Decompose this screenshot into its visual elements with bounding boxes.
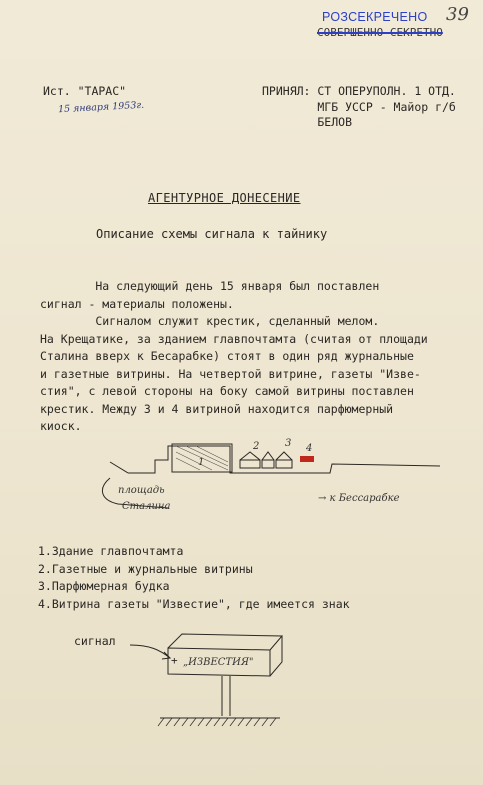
square-label-1: площадь [118, 485, 165, 496]
declassified-stamp: РОЗСЕКРЕЧЕНО [322, 10, 428, 24]
marker-3: 3 [285, 438, 292, 449]
izvestia-box-label: „ИЗВЕСТИЯ" [183, 657, 254, 668]
legend-list: 1.Здание главпочтамта 2.Газетные и журнальные витрины 3.Парфюмерная будка 4.Витрина газеты "Известие", где имеется знак [38, 544, 350, 611]
handwritten-date: 15 января 1953г. [57, 99, 145, 116]
marker-4: 4 [306, 443, 313, 454]
received-by-block: ПРИНЯЛ: СТ ОПЕРУПОЛН. 1 ОТД. МГБ УССР - Майор г/б БЕЛОВ [262, 84, 456, 129]
showcase-side [270, 636, 282, 676]
showcase-top [168, 634, 282, 650]
marker-2: 2 [253, 441, 260, 452]
building-number: 1 [198, 457, 205, 468]
document-subtitle: Описание схемы сигнала к тайнику [96, 227, 328, 241]
direction-label: → к Бессарабке [318, 493, 400, 504]
square-label-2: Сталина [122, 501, 171, 512]
source-label: Ист. "ТАРАС" [43, 84, 127, 98]
report-body: На следующий день 15 января был поставлен сигнал - материалы положены. Сигналом служит крестик, сделанный мелом. На Крещатике, за зданием главпочтамта (считая от площади Сталина вверх к Бесарабке) стоят в один ряд журнальные и газетные витрины. На четвертой витрине, газеты "Изве- стия", с левой стороны на боку самой витрины поставлен крестик. Между 3 и 4 витриной находится парфюмерный киоск. [40, 279, 428, 433]
page-number: 39 [446, 4, 469, 25]
ground-hatch [158, 718, 276, 726]
top-secret-stamp-crossed: СОВЕРШЕННО СЕКРЕТНО [317, 26, 443, 39]
document-title: АГЕНТУРНОЕ ДОНЕСЕНИЕ [148, 191, 301, 205]
plus-mark: + [171, 654, 178, 667]
showcase-post [222, 676, 230, 716]
signal-label: сигнал [74, 634, 116, 648]
signal-arrow [130, 645, 170, 658]
